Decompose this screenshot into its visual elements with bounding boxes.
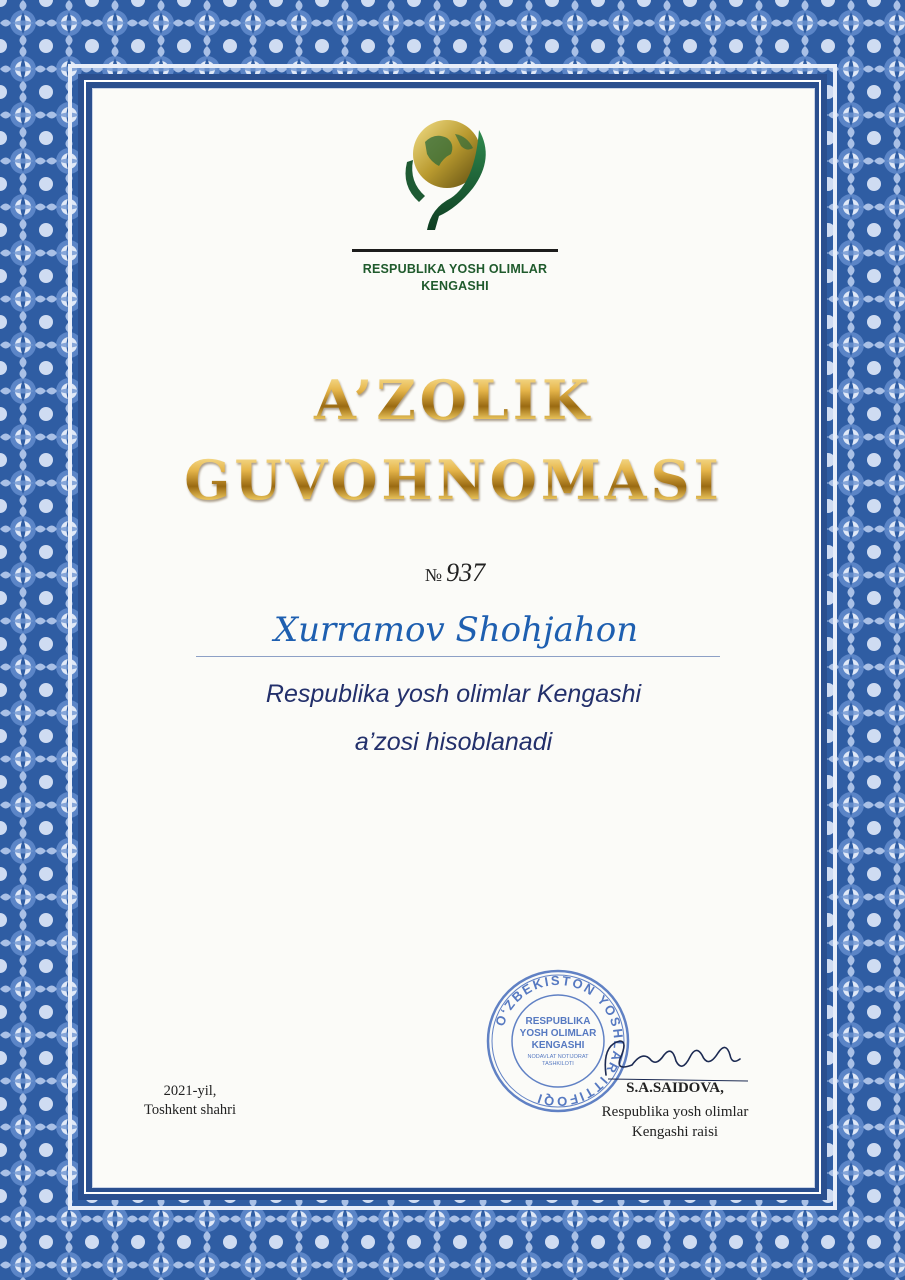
issue-city: Toshkent shahri (143, 1102, 236, 1118)
signatory-role-line1: Respublika yosh olimlar (601, 1104, 749, 1120)
stamp-line4: NODAVLAT NOTIJORAT (527, 1054, 589, 1060)
stamp-line2: YOSH OLIMLAR (519, 1028, 597, 1039)
issue-place-date (120, 1082, 260, 1120)
stamp-line5: TASHKILOTI (542, 1061, 574, 1067)
issue-year: 2021-yil, (163, 1083, 217, 1099)
stamp-outer-text: O‘ZBEKISTON YOSHLAR ITTIFOQI (492, 972, 627, 1110)
organization-name (330, 261, 580, 295)
holder-name-underline (196, 656, 720, 657)
organization-name-line1: RESPUBLIKA YOSH OLIMLAR (362, 262, 548, 276)
logo-divider (352, 249, 558, 252)
description-line2: a’zosi hisoblanadi (354, 728, 553, 756)
signatory-role (555, 1102, 795, 1142)
number-sign: № (424, 565, 443, 585)
signatory-name: S.A.SAIDOVA, (626, 1080, 724, 1096)
description-line1: Respublika yosh olimlar Kengashi (265, 680, 642, 708)
certificate-number (380, 558, 530, 588)
certificate-title-line2: GUVOHNOMASI (92, 448, 815, 512)
stamp-line3: KENGASHI (531, 1040, 585, 1051)
number-value: 937 (446, 558, 486, 587)
certificate-title-line1: A’ZOLIK (92, 368, 815, 432)
signatory-role-line2: Kengashi raisi (631, 1124, 719, 1140)
organization-name-line2: KENGASHI (421, 279, 489, 293)
globe-hand-logo-icon (395, 112, 505, 232)
holder-name: Xurramov Shohjahon (273, 610, 639, 650)
stamp-line1: RESPUBLIKA (525, 1016, 591, 1027)
